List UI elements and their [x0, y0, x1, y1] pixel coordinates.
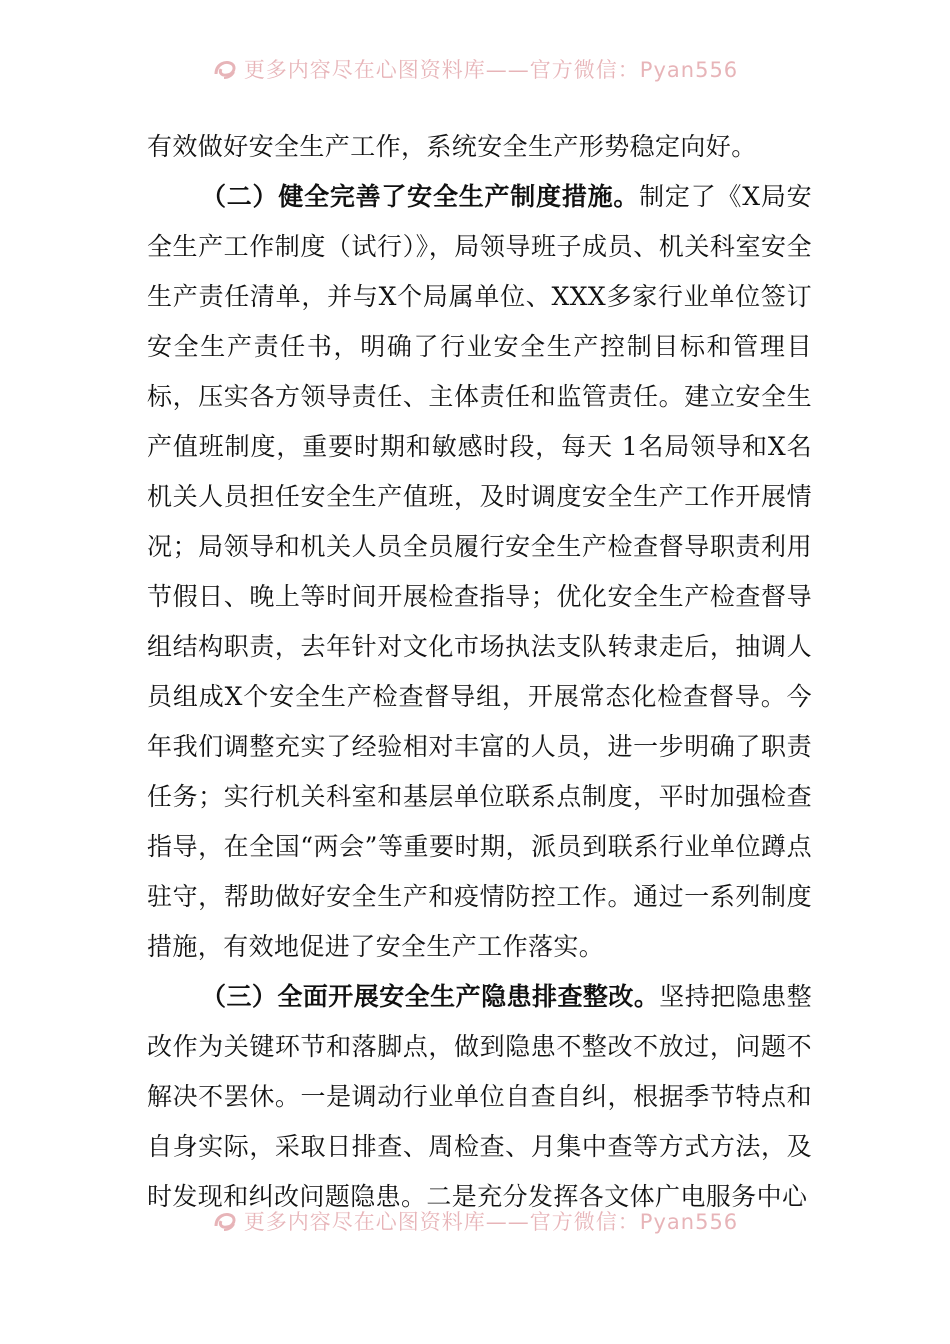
paragraph	[147, 172, 812, 972]
paragraph-text: 有效做好安全生产工作，系统安全生产形势稳定向好。	[147, 132, 757, 161]
document-body	[147, 122, 812, 1222]
header-watermark	[0, 54, 950, 84]
watermark-text: 更多内容尽在心图资料库——官方微信：Pyan556	[243, 58, 739, 82]
paragraph-text: 制定了《X局安全生产工作制度（试行）》，局领导班子成员、机关科室安全生产责任清单，并与X个局属单位、XXX多家行业单位签订安全生产责任书，明确了行业安全生产控制目标和管理目标，压实各方领导责任、主体责任和监管责任。建立安全生产值班制度，重要时期和敏感时段，每天 1名局领导和X名机关人员担任安全生产值班，及时调度安全生产工作开展情况；局领导和机关人员全员履行安全生产检查督导职责利用节假日、晚上等时间开展检查指导；优化安全生产检查督导组结构职责，去年针对文化市场执法支队转隶走后，抽调人员组成X个安全生产检查督导组，开展常态化检查督导。今年我们调整充实了经验相对丰富的人员，进一步明确了职责任务；实行机关科室和基层单位联系点制度，平时加强检查指导，在全国“两会”等重要时期，派员到联系行业单位蹲点驻守，帮助做好安全生产和疫情防控工作。通过一系列制度措施，有效地促进了安全生产工作落实。	[147, 182, 812, 961]
paragraph-text: 坚持把隐患整改作为关键环节和落脚点，做到隐患不整改不放过，问题不解决不罢休。一是调动行业单位自查自纠，根据季节特点和自身实际，采取日排查、周检查、月集中查等方式方法，及时发现和纠改问题隐患。二是充分发挥各文体广电服务中心	[147, 982, 812, 1211]
footer-watermark	[0, 1206, 950, 1236]
logo-icon	[212, 56, 238, 82]
paragraph	[147, 122, 812, 172]
section-heading: （二）健全完善了安全生产制度措施。	[201, 182, 640, 211]
paragraph	[147, 972, 812, 1222]
logo-icon	[212, 1208, 238, 1234]
section-heading: （三）全面开展安全生产隐患排查整改。	[201, 982, 660, 1011]
watermark-text: 更多内容尽在心图资料库——官方微信：Pyan556	[243, 1210, 739, 1234]
